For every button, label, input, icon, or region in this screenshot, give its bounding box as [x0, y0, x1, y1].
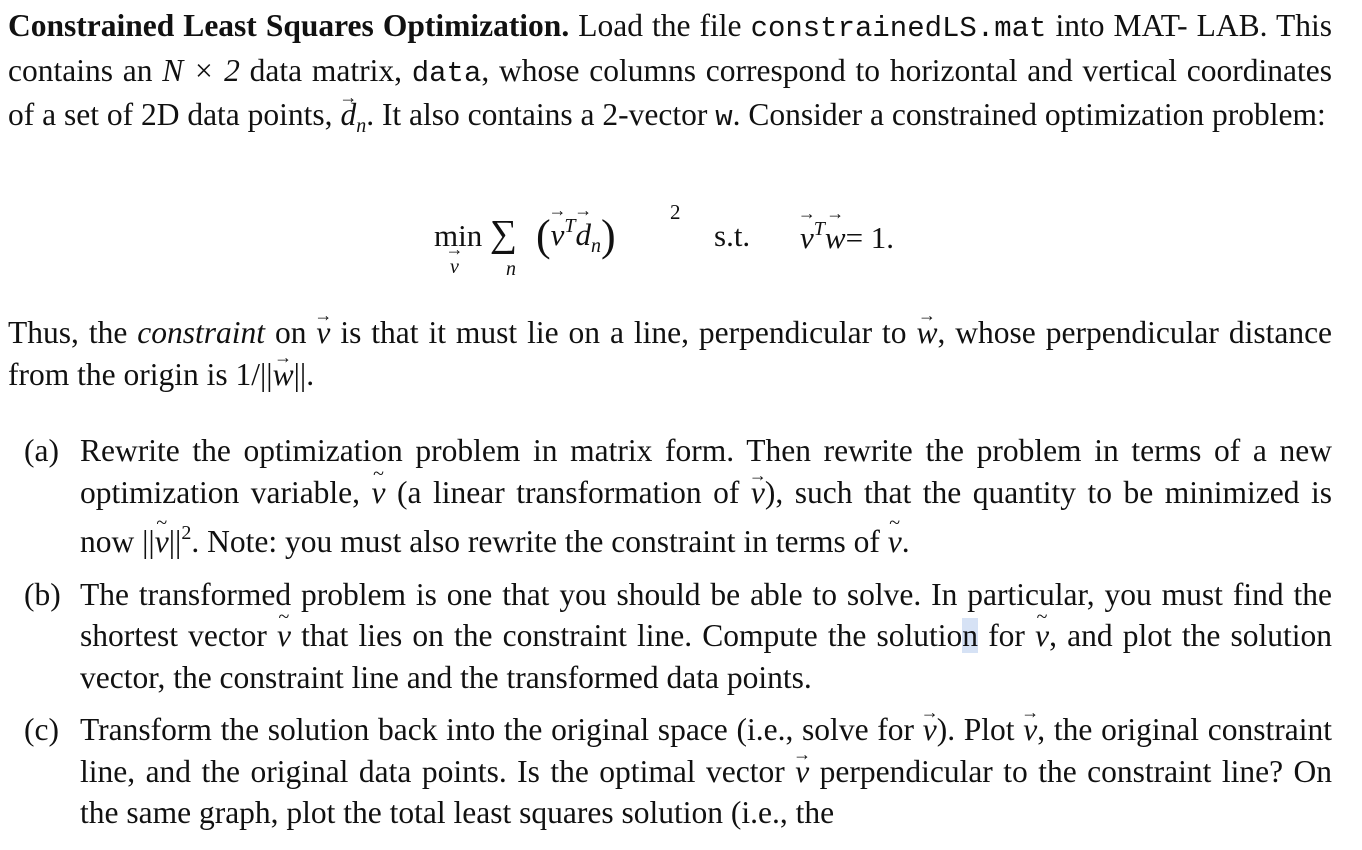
file-name: constrainedLS.mat: [750, 12, 1047, 45]
w-variable: w: [715, 101, 733, 134]
list-item-a: (a) Rewrite the optimization problem in matrix form. Then rewrite the problem in terms of a new optimization variable, v ~ (a linear transformation of v →), such that the quantity to be minimized is now ||v $\sim||^2$. Note: you must also rewrite the constraint in terms of v ~.: [8, 430, 1332, 563]
objective-term: $(v \to^Td \to_n)$: [536, 210, 616, 261]
subject-to: s.t.: [714, 218, 751, 253]
item-label: (a): [24, 433, 59, 468]
data-variable: data: [411, 56, 482, 90]
item-label: (c): [24, 712, 59, 747]
square-exponent: 2: [670, 200, 681, 224]
optimization-equation: [428, 196, 948, 288]
list-item-c: (c) Transform the solution back into the original space (i.e., solve for v →). Plot v →, the original constraint line, and the original data points. Is the optimal vector v → perpendicular to the constraint line? On the same graph, plot the total least squares solution (i.e., the: [8, 709, 1332, 834]
intro-paragraph: Constrained Least Squares Optimization. Load the file constrainedLS.mat into MAT- LAB. This contains an N × 2 data matrix, data, whose columns correspond to horizontal and vertical coordinates of a set of 2D data points, $d \to_n$. It also contains a 2-vector w. Consider a constrained optimization problem:: [8, 0, 1332, 148]
constraint-paragraph: Thus, the constraint on v → is that it must lie on a line, perpendicular to w →, whose perpendicular distance from the origin is 1/||w →||.: [8, 312, 1332, 395]
emphasis-constraint: constraint: [137, 315, 266, 350]
vector-d: d →: [340, 94, 356, 136]
sum-index: n: [506, 258, 516, 280]
matrix-dims: N × 2: [162, 52, 240, 88]
list-item-b: (b) The transformed problem is one that you should be able to solve. In particular, you must find the shortest vector v ~ that lies on the constraint line. Compute the solution for v ~, and plot the solution vector, the constraint line and the transformed data points.: [8, 574, 1332, 699]
section-title: Constrained Least Squares Optimization.: [8, 8, 570, 43]
sum-symbol: ∑: [490, 213, 518, 255]
constraint-expression: v →$^T$w →= 1.: [800, 218, 894, 256]
min-operator: min: [434, 218, 483, 253]
document-page: [8, 0, 1333, 830]
min-variable: v →: [450, 256, 459, 279]
text-selection: n: [962, 618, 979, 653]
item-label: (b): [24, 576, 61, 612]
question-list: [8, 430, 1332, 845]
